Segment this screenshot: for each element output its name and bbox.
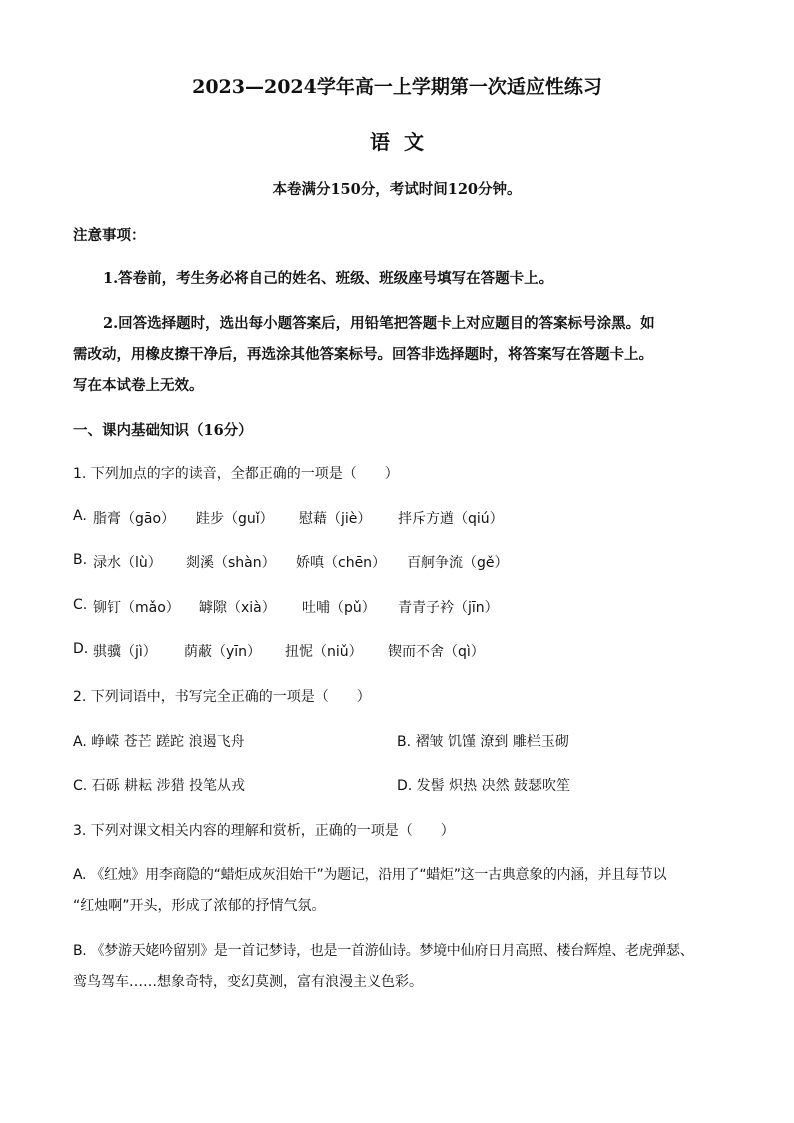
option-word: 拌斥方遒（qiú） [398, 511, 504, 527]
option-letter: C. [73, 597, 88, 613]
option-word: 娇嗔（chēn） [296, 555, 387, 571]
option-word: 骐骥（jì） [93, 644, 157, 660]
subject-title: 语文 [370, 130, 438, 154]
option-word: 剡溪（shàn） [186, 555, 276, 571]
notice-item-2-line-1: 2.回答选择题时，选出每小题答案后，用铅笔把答题卡上对应题目的答案标号涂黑。如 [103, 315, 655, 332]
notice-heading: 注意事项： [73, 227, 146, 244]
notice-item-2-line-3: 写在本试卷上无效。 [73, 377, 204, 394]
question-3-option-b-line-1: B. 《梦游天姥吟留别》是一首记梦诗，也是一首游仙诗。梦境中仙府日月高照、楼台辉煌、老虎弹瑟、 [73, 943, 694, 959]
question-2-option-c: C. 石砾 耕耘 涉猎 投笔从戎 [73, 778, 246, 794]
option-word: 渌水（lù） [93, 555, 162, 571]
option-word: 铆钉（mǎo） [93, 600, 180, 616]
option-word: 罅隙（xià） [199, 600, 276, 616]
option-word: 跬步（guǐ） [196, 511, 274, 527]
section-1-heading: 一、课内基础知识（16分） [73, 422, 253, 439]
question-2-option-b: B. 褶皱 饥馑 潦到 雕栏玉砌 [397, 734, 569, 750]
question-3-option-a-line-1: A. 《红烛》用李商隐的“蜡炬成灰泪始干”为题记，沿用了“蜡炬”这一古典意象的内涵，并且每节以 [73, 867, 667, 883]
exam-info: 本卷满分150分，考试时间120分钟。 [272, 181, 522, 198]
option-word: 慰藉（jiè） [299, 511, 372, 527]
option-word: 荫蔽（yīn） [184, 644, 262, 660]
option-word: 百舸争流（gě） [407, 555, 509, 571]
option-word: 锲而不舍（qì） [388, 644, 485, 660]
question-1-stem: 1. 下列加点的字的读音，全都正确的一项是（ ） [73, 466, 399, 482]
notice-item-1: 1.答卷前，考生务必将自己的姓名、班级、班级座号填写在答题卡上。 [103, 270, 554, 287]
question-2-option-a: A. 峥嵘 苍芒 蹉跎 浪遏飞舟 [73, 734, 245, 750]
option-letter: A. [73, 508, 87, 524]
exam-title: 2023—2024学年高一上学期第一次适应性练习 [192, 76, 602, 98]
question-3-option-b-line-2: 鸾鸟驾车……想象奇特，变幻莫测，富有浪漫主义色彩。 [73, 974, 423, 990]
option-word: 扭怩（niǔ） [285, 644, 363, 660]
option-letter: B. [73, 552, 88, 568]
option-word: 青青子衿（jīn） [398, 600, 499, 616]
option-word: 脂膏（gāo） [93, 511, 176, 527]
question-2-option-d: D. 发髻 炽热 决然 鼓瑟吹笙 [397, 778, 571, 794]
question-3-option-a-line-2: “红烛啊”开头，形成了浓郁的抒情气氛。 [73, 898, 326, 914]
question-2-stem: 2. 下列词语中，书写完全正确的一项是（ ） [73, 689, 371, 705]
notice-item-2-line-2: 需改动，用橡皮擦干净后，再选涂其他答案标号。回答非选择题时，将答案写在答题卡上。 [73, 346, 653, 363]
option-word: 吐哺（pǔ） [302, 600, 376, 616]
option-letter: D. [73, 641, 89, 657]
question-3-stem: 3. 下列对课文相关内容的理解和赏析，正确的一项是（ ） [73, 823, 455, 839]
